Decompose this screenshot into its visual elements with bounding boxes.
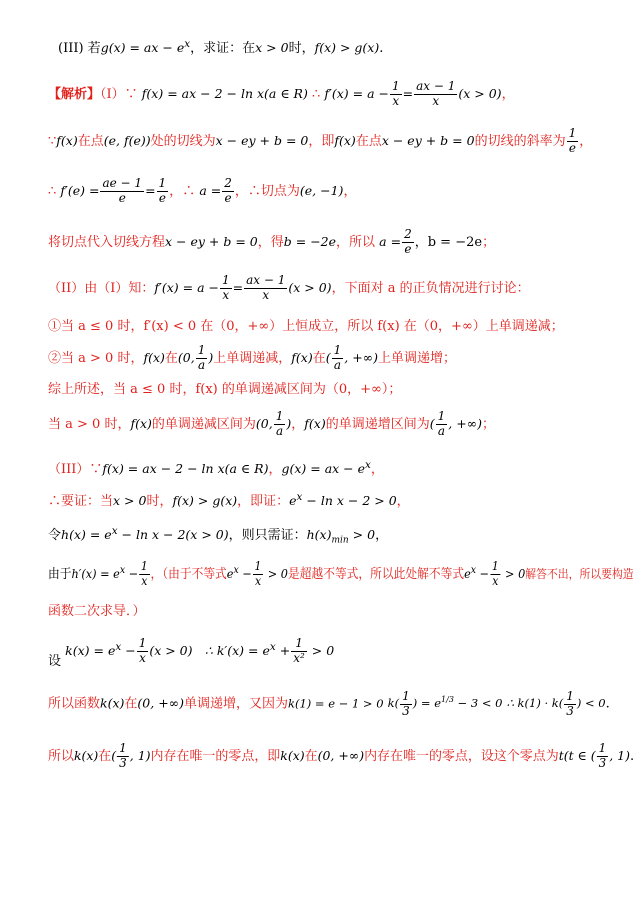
formula: $e^x$ − $\frac{1}{x}$ > 0	[464, 559, 526, 588]
text: （I）∵	[100, 86, 138, 102]
formula: f(x)	[56, 132, 78, 148]
formula: f(x) > g(x)	[314, 40, 380, 56]
formula: f(x)	[304, 415, 326, 431]
formula: ∴ k(1) · k( $\frac{1}{3}$ ) < 0	[506, 689, 606, 718]
text: 处的切线为	[150, 133, 216, 149]
text: ，∴切点为	[234, 183, 300, 199]
text: 单调递增，又因为	[183, 696, 288, 712]
analysis-tangent	[48, 127, 592, 156]
formula: k(x)	[280, 747, 305, 763]
analysis-derivative-e	[48, 177, 356, 206]
second-derivative-note	[48, 603, 146, 621]
text: .	[379, 41, 384, 57]
interval: ( $\frac{1}{a}$ , +∞)	[429, 409, 482, 438]
text: ，	[579, 133, 593, 149]
formula: ，b = −2e	[414, 234, 483, 250]
text: ，	[291, 416, 305, 432]
formula: f(x) > g(x)	[172, 493, 238, 509]
interval: (0, $\frac{1}{a}$ )	[255, 409, 292, 438]
formula: f(x)	[143, 349, 165, 365]
text: 当 a > 0 时，	[48, 416, 131, 432]
text: 在	[304, 748, 318, 764]
case-a-nonpositive	[48, 318, 564, 336]
formula: k( $\frac{1}{3}$ ) = $e^{1/3} - 3 < 0$	[387, 689, 503, 718]
case-a-positive	[48, 344, 456, 373]
text: 所以	[48, 748, 74, 764]
formula: x − ey + b = 0	[165, 233, 258, 249]
formula: a = $\frac{2}{e}$	[199, 176, 232, 205]
text: ；	[482, 234, 496, 250]
summary-line1	[48, 381, 401, 399]
analysis-tag: 【解析】	[48, 86, 101, 102]
text: ，	[370, 462, 384, 478]
formula-fprime: f′(x) = a − $\frac{1}{x}$ = $\frac{ax - 1}{x}$ (x > 0)	[324, 79, 502, 108]
fraction: $\frac{1}{e}$	[568, 126, 577, 155]
text: 上单调递减，	[213, 350, 292, 366]
formula: f(x)	[130, 415, 152, 431]
formula: a = $\frac{2}{e}$	[379, 227, 412, 256]
formula: (0, +∞)	[137, 695, 184, 711]
formula: ∴ $k'(x) = e^x$ + $\frac{1}{\text{x²}}$ > 0	[204, 636, 335, 665]
formula: x > 0	[255, 40, 289, 56]
text: ，	[396, 494, 410, 510]
text: ，	[375, 528, 389, 544]
text: ∴	[48, 183, 57, 199]
text: 是超越不等式，所以此处解不等式	[287, 566, 465, 582]
unique-zero	[48, 742, 634, 771]
text: （II）由（I）知：	[48, 280, 155, 296]
text: 将切点代入切线方程	[48, 234, 166, 250]
text: 在	[98, 748, 112, 764]
text: ，即	[308, 133, 335, 149]
formula: x > 0	[113, 493, 147, 509]
summary-line2	[48, 410, 495, 439]
text: ，即证：	[237, 494, 290, 510]
formula: f′(x) = a − $\frac{1}{x}$ = $\frac{ax - 1}{x}$ (x > 0)	[154, 273, 332, 302]
text: 在点	[355, 133, 382, 149]
text: ，（由于不等式	[150, 566, 227, 582]
text: ②当 a > 0 时，	[48, 350, 144, 366]
formula: k(x)	[73, 747, 99, 763]
text: 由于	[48, 566, 72, 582]
formula: $h(x)_{min} > 0$	[306, 527, 376, 546]
text: ，则只需证：	[228, 528, 307, 544]
analysis-part3	[48, 458, 384, 479]
text: (III) 若	[58, 41, 101, 57]
define-k	[48, 636, 335, 669]
text: ，下面对 a 的正负情况进行讨论：	[331, 280, 530, 296]
formula: f(x)	[334, 132, 356, 148]
h-derivative	[48, 560, 634, 589]
text: 的切线的斜率为	[474, 133, 566, 149]
text: 在	[124, 696, 138, 712]
text: .	[629, 748, 635, 764]
text: ，所以	[336, 234, 376, 250]
formula: f(x) = ax − 2 − ln x(a ∈ R)	[141, 85, 308, 101]
formula: f′(e) = $\frac{ae - 1}{e}$ = $\frac{1}{e}$	[60, 176, 167, 205]
formula: b = −2e	[283, 233, 337, 249]
text: ∵	[48, 133, 57, 149]
define-h	[48, 524, 388, 547]
analysis-part1	[48, 80, 515, 109]
text: 在	[312, 350, 326, 366]
text: （III）∵	[48, 462, 103, 478]
text: 令	[48, 528, 62, 544]
interval: ( $\frac{1}{a}$ , +∞)	[325, 343, 378, 372]
formula: g(x) = ax − $e^x$	[281, 459, 371, 477]
text: 解答不出，所以要构造	[525, 566, 634, 581]
formula: (e, f(e))	[103, 132, 151, 148]
formula: k(x)	[100, 695, 125, 711]
text: 上单调递增；	[377, 350, 456, 366]
interval: (0, $\frac{1}{a}$ )	[177, 343, 214, 372]
formula: $k(x) = e^x$ − $\frac{1}{x}$ (x > 0)	[65, 636, 193, 665]
text: ∴	[311, 86, 321, 102]
text: 的单调递增区间为	[325, 416, 430, 432]
text: ，求证：在	[190, 41, 256, 57]
text: 函数二次求导．）	[48, 604, 146, 619]
formula-g: g(x) = ax − $e^x$	[100, 38, 191, 56]
formula: f(x)	[291, 349, 313, 365]
formula: $e^x - \ln x - 2 > 0$	[289, 491, 397, 509]
text: 的单调递减区间为	[151, 416, 256, 432]
text: ①当 a ≤ 0 时，f′(x) < 0 在（0，+∞）上恒成立，所以 f(x) 在（0，+∞）上单调递减；	[48, 319, 564, 334]
text: 在点	[77, 133, 104, 149]
text: 内存在唯一的零点，设这个零点为	[364, 748, 559, 764]
formula: $h(x) = e^x - \ln x - 2(x > 0)$	[61, 525, 229, 543]
text: .	[605, 696, 610, 712]
analysis-substitute	[48, 228, 495, 257]
analysis-part2	[48, 274, 530, 303]
part3-statement	[58, 37, 383, 58]
text: 在	[164, 350, 178, 366]
text: ，∴	[169, 183, 196, 199]
k-increasing	[48, 690, 610, 719]
to-prove	[48, 490, 410, 511]
text: 所以函数	[48, 696, 101, 712]
text: 时，	[146, 494, 173, 510]
formula: $h'(x) = e^x$ − $\frac{1}{x}$	[71, 559, 148, 588]
text: ，	[268, 462, 282, 478]
formula: (0, +∞)	[317, 747, 365, 763]
text: 时，	[288, 41, 315, 57]
formula: x − ey + b = 0	[215, 132, 309, 148]
formula: k(1) = e − 1 > 0	[287, 696, 384, 711]
text: ，	[501, 86, 515, 102]
text: 内存在唯一的零点，即	[150, 748, 281, 764]
formula: (e, −1)	[299, 182, 344, 198]
text: ，得	[257, 234, 284, 250]
interval: ( $\frac{1}{3}$ , 1)	[111, 741, 151, 770]
formula: x − ey + b = 0	[381, 132, 475, 148]
formula: $e^x$ − $\frac{1}{x}$ > 0	[226, 559, 288, 588]
text: ∴要证：当	[48, 494, 114, 510]
text: ；	[481, 416, 495, 432]
formula: f(x) = ax − 2 − ln x(a ∈ R)	[102, 461, 269, 477]
text: ，	[343, 183, 357, 199]
text: 综上所述，当 a ≤ 0 时，f(x) 的单调递减区间为（0，+∞）；	[48, 382, 402, 397]
text: 设	[48, 653, 62, 669]
formula: t(t ∈ ( $\frac{1}{3}$ , 1)	[558, 741, 630, 770]
